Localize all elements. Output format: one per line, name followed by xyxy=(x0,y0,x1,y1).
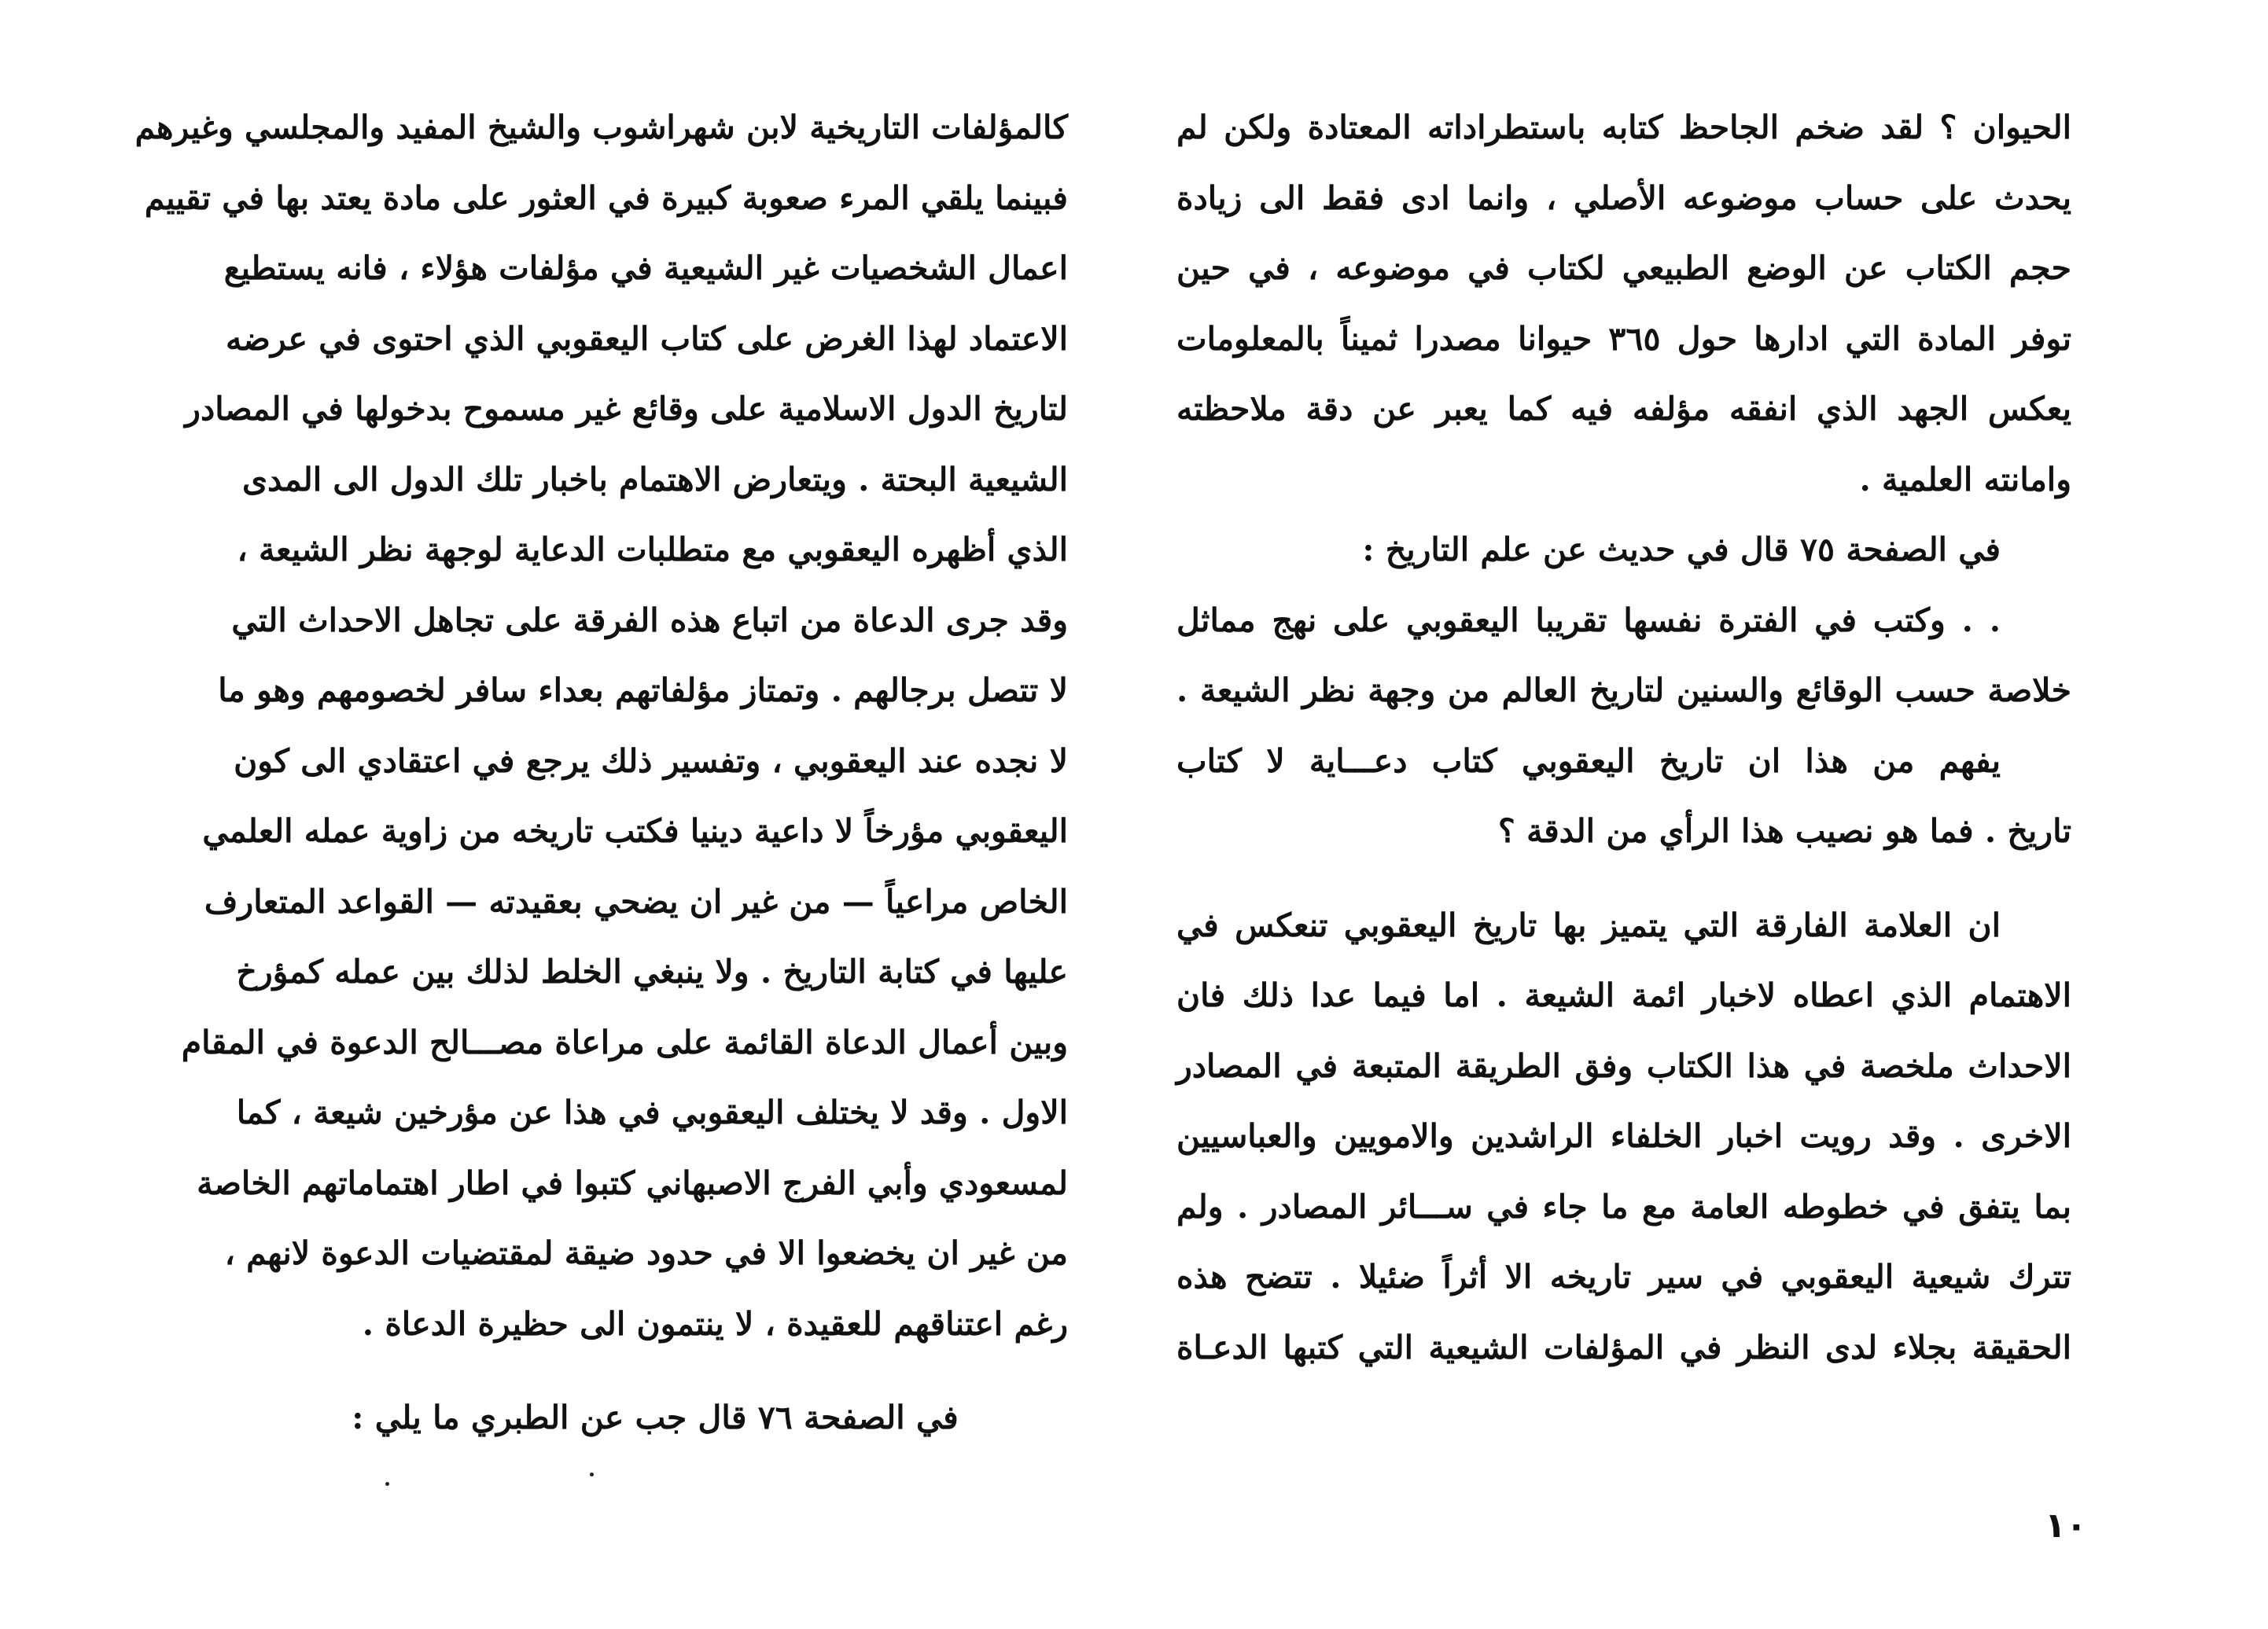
ink-speck xyxy=(590,1473,594,1476)
right-line-18: الحقيقة بجلاء لدى النظر في المؤلفات الشيعية التي كتبها الدعـاة xyxy=(1176,1328,2071,1366)
right-line-8: . . وكتب في الفترة نفسها تقريبا اليعقوبي على نهج مماثل xyxy=(1176,601,2001,639)
left-line-7: الذي أظهره اليعقوبي مع متطلبات الدعاية لوجهة نظر الشيعة ، xyxy=(237,531,1068,568)
right-line-1: الحيوان ؟ لقد ضخم الجاحظ كتابه باستطراداته المعتادة ولكن لم xyxy=(1176,108,2071,146)
paragraph-gap xyxy=(242,1359,1068,1383)
right-line-2: يحدث على حساب موضوعه الأصلي ، وانما ادى فقط الى زيادة xyxy=(1176,178,2071,217)
right-line-16: بما يتفق في خطوطه العامة مع ما جاء في ســـائر المصادر . ولم xyxy=(1176,1187,2071,1226)
left-line-13: عليها في كتابة التاريخ . ولا ينبغي الخلط لذلك بين عمله كمؤرخ xyxy=(236,953,1068,991)
right-line-14: الاحداث ملخصة في هذا الكتاب وفق الطريقة المتبعة في المصادر xyxy=(1176,1046,2071,1085)
left-line-18: رغم اعتناقهم للعقيدة ، لا ينتمون الى حظيرة الدعاة . xyxy=(362,1304,1068,1343)
left-line-1: كالمؤلفات التاريخية لابن شهراشوب والشيخ المفيد والمجلسي وغيرهم xyxy=(134,108,1068,146)
right-line-7: في الصفحة ٧٥ قال في حديث عن علم التاريخ : xyxy=(1362,531,2001,568)
right-line-12: ان العلامة الفارقة التي يتميز بها تاريخ اليعقوبي تنعكس في xyxy=(1176,906,2001,944)
right-line-17: تترك شيعية اليعقوبي في سير تاريخه الا أثراً ضئيلا . تتضح هذه xyxy=(1176,1258,2071,1296)
right-line-6: وامانته العلمية . xyxy=(1859,460,2071,498)
left-line-5: لتاريخ الدول الاسلامية على وقائع غير مسموح بدخولها في المصادر xyxy=(185,390,1068,428)
right-line-4: توفر المادة التي ادارها حول ٣٦٥ حيوانا مصدرا ثميناً بالمعلومات xyxy=(1176,319,2071,358)
left-line-17: من غير ان يخضعوا الا في حدود ضيقة لمقتضيات الدعوة لانهم ، xyxy=(224,1234,1068,1272)
right-line-3: حجم الكتاب عن الوضع الطبيعي لكتاب في موضوعه ، في حين xyxy=(1176,249,2071,287)
left-line-19: في الصفحة ٧٦ قال جب عن الطبري ما يلي : xyxy=(352,1399,959,1436)
left-line-15: الاول . وقد لا يختلف اليعقوبي في هذا عن مؤرخين شيعة ، كما xyxy=(236,1094,1068,1131)
left-page-column xyxy=(134,93,1068,1454)
right-line-13: الاهتمام الذي اعطاه لاخبار ائمة الشيعة . اما فيما عدا ذلك فان xyxy=(1176,976,2071,1014)
left-line-16: لمسعودي وأبي الفرج الاصبهاني كتبوا في اطار اهتماماتهم الخاصة xyxy=(197,1164,1068,1202)
left-line-11: اليعقوبي مؤرخاً لا داعية دينيا فكتب تاريخه من زاوية عمله العلمي xyxy=(202,812,1068,850)
right-line-5: يعكس الجهد الذي انفقه مؤلفه فيه كما يعبر عن دقة ملاحظته xyxy=(1176,390,2071,428)
left-line-14: وبين أعمال الدعاة القائمة على مراعاة مصـــالح الدعوة في المقام xyxy=(181,1023,1068,1061)
left-line-9: لا تتصل برجالهم . وتمتاز مؤلفاتهم بعداء سافر لخصومهم وهو ما xyxy=(218,671,1068,709)
right-line-15: الاخرى . وقد رويت اخبار الخلفاء الراشدين والامويين والعباسيين xyxy=(1176,1117,2071,1155)
paragraph-gap xyxy=(1176,867,2071,891)
left-line-8: وقد جرى الدعاة من اتباع هذه الفرقة على تجاهل الاحداث التي xyxy=(231,601,1068,639)
ink-speck xyxy=(385,1482,389,1486)
right-line-10: يفهم من هذا ان تاريخ اليعقوبي كتاب دعـــاية لا كتاب xyxy=(1176,741,2001,780)
left-line-12: الخاص مراعياً — من غير ان يضحي بعقيدته — القواعد المتعارف xyxy=(204,882,1068,921)
left-line-4: الاعتماد لهذا الغرض على كتاب اليعقوبي الذي احتوى في عرضه xyxy=(226,319,1068,358)
right-line-9: خلاصة حسب الوقائع والسنين لتاريخ العالم من وجهة نظر الشيعة . xyxy=(1176,671,2071,709)
right-line-11: تاريخ . فما هو نصيب هذا الرأي من الدقة ؟ xyxy=(1498,812,2071,850)
left-line-6: الشيعية البحتة . ويتعارض الاهتمام باخبار تلك الدول الى المدى xyxy=(241,460,1068,498)
left-line-2: فبينما يلقي المرء صعوبة كبيرة في العثور على مادة يعتد بها في تقييم xyxy=(144,178,1068,217)
page-number: ١٠ xyxy=(2045,1506,2087,1546)
left-line-3: اعمال الشخصيات غير الشيعية في مؤلفات هؤلاء ، فانه يستطيع xyxy=(223,249,1068,287)
left-line-10: لا نجده عند اليعقوبي ، وتفسير ذلك يرجع في اعتقادي الى كون xyxy=(234,741,1068,780)
right-page-column xyxy=(1176,93,2071,1383)
